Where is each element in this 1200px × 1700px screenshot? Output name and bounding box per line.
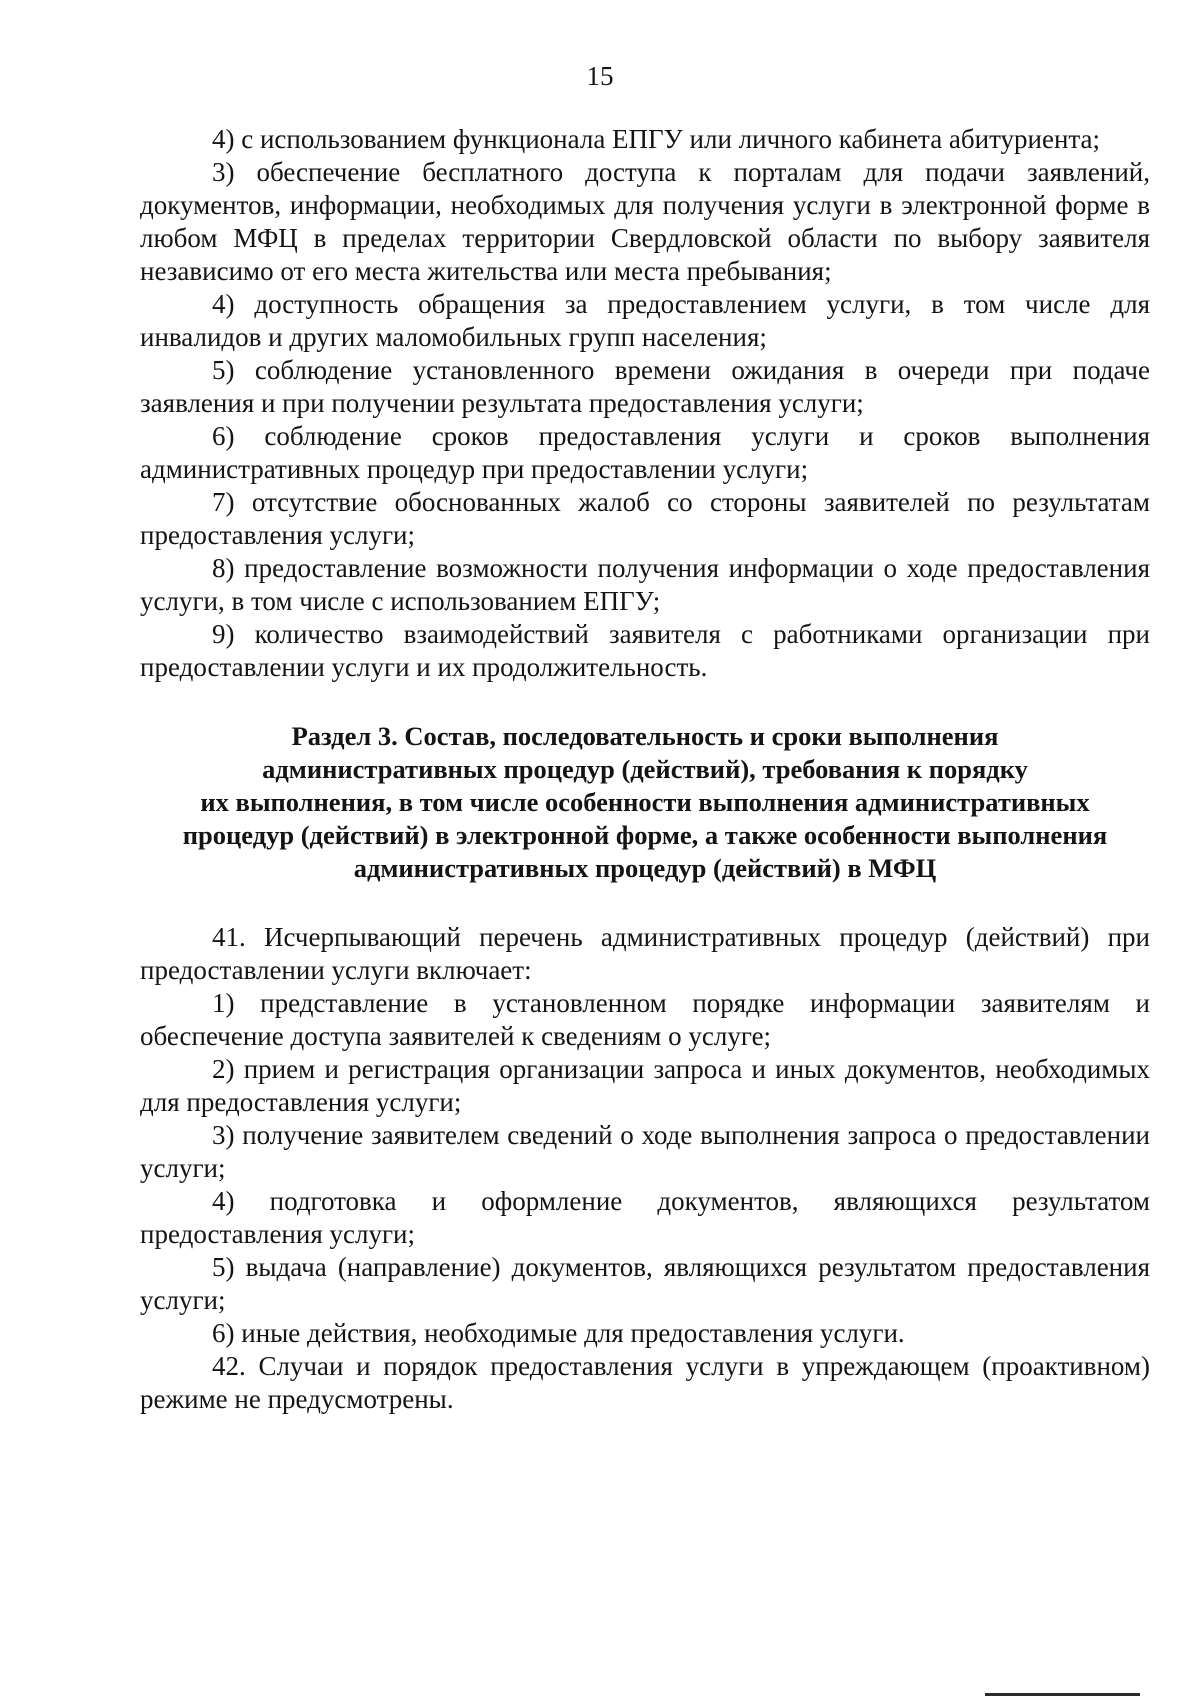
section-heading-line: административных процедур (действий), требования к порядку xyxy=(262,754,1028,784)
section-heading-line: процедур (действий) в электронной форме, а также особенности выполнения xyxy=(182,820,1108,850)
paragraph: 3) получение заявителем сведений о ходе выполнения запроса о предоставлении услуги; xyxy=(140,1120,1150,1183)
page-number: 15 xyxy=(586,61,614,91)
paragraph: 3) обеспечение бесплатного доступа к порталам для подачи заявлений, документов, информации, необходимых для получения услуги в электронной форме в любом МФЦ в пределах территории Свердловской области по выбору заявителя независимо от его места жительства или места пребывания; xyxy=(140,157,1150,286)
paragraph: 6) иные действия, необходимые для предоставления услуги. xyxy=(212,1318,905,1348)
paragraph: 8) предоставление возможности получения информации о ходе предоставления услуги, в том числе с использованием ЕПГУ; xyxy=(140,553,1150,616)
section-heading-line: административных процедур (действий) в МФЦ xyxy=(353,853,937,883)
paragraph: 4) доступность обращения за предоставлением услуги, в том числе для инвалидов и других маломобильных групп населения; xyxy=(140,289,1150,352)
paragraph: 42. Случаи и порядок предоставления услуги в упреждающем (проактивном) режиме не предусмотрены. xyxy=(140,1351,1150,1414)
section-heading-line: Раздел 3. Состав, последовательность и сроки выполнения xyxy=(291,721,999,751)
section-heading-line: их выполнения, в том числе особенности выполнения административных xyxy=(200,787,1090,817)
paragraph: 5) соблюдение установленного времени ожидания в очереди при подаче заявления и при получении результата предоставления услуги; xyxy=(140,355,1150,418)
paragraph: 4) подготовка и оформление документов, являющихся результатом предоставления услуги; xyxy=(140,1186,1150,1249)
paragraph: 9) количество взаимодействий заявителя с работниками организации при предоставлении услуги и их продолжительность. xyxy=(140,619,1150,682)
paragraph: 41. Исчерпывающий перечень административных процедур (действий) при предоставлении услуги включает: xyxy=(140,922,1150,985)
paragraph: 1) представление в установленном порядке информации заявителям и обеспечение доступа заявителей к сведениям о услуге; xyxy=(140,988,1150,1051)
paragraph: 4) с использованием функционала ЕПГУ или личного кабинета абитуриента; xyxy=(212,124,1101,154)
section-heading xyxy=(140,720,1150,885)
paragraph: 2) прием и регистрация организации запроса и иных документов, необходимых для предоставления услуги; xyxy=(140,1054,1150,1117)
scan-artifact xyxy=(985,1693,1140,1696)
paragraph: 6) соблюдение сроков предоставления услуги и сроков выполнения административных процедур при предоставлении услуги; xyxy=(140,421,1150,484)
paragraph: 5) выдача (направление) документов, являющихся результатом предоставления услуги; xyxy=(140,1252,1150,1315)
document-body xyxy=(140,123,1150,1416)
procedures-list xyxy=(140,921,1150,1416)
requirements-list xyxy=(140,123,1150,684)
paragraph: 7) отсутствие обоснованных жалоб со стороны заявителей по результатам предоставления услуги; xyxy=(140,487,1150,550)
